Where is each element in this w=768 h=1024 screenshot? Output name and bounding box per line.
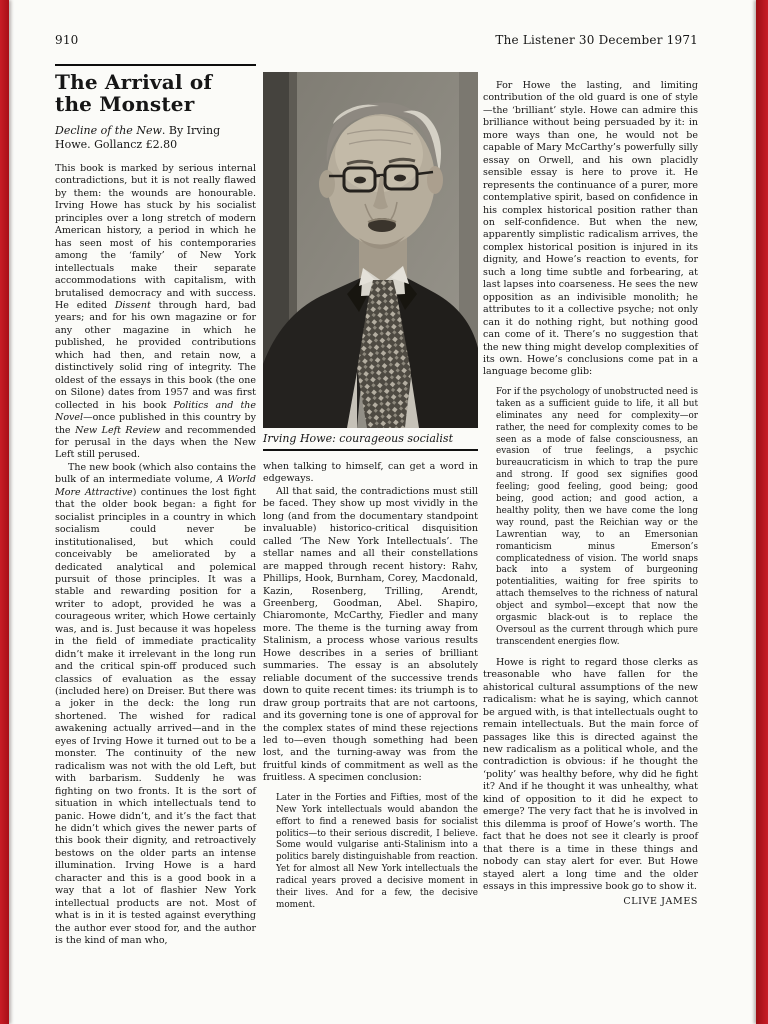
- article-title-line2: the Monster: [55, 92, 195, 116]
- column-2-text: [263, 461, 478, 912]
- paragraph: All that said, the contradictions must still be faced. They show up most vividly in the long (and from the documentary standpoint invaluable) historico-critical disquisition called ‘The New York Intellectuals’. The stellar names and all their constellations are mapped through recent history: Rahv, Phillips, Hook, Burnham, Corey, Macdonald, Kazin, Rosenberg, Trilling, Arendt, Greenberg, Goodman, Abel. Shapiro, Chiaromonte, McCarthy, Fiedler and many more. The theme is the turning away from Stalinism, a process whose various results Howe describes in a series of brilliant summaries. The essay is an absolutely reliable document of the successive trends down to quite recent times: its triumph is to draw group portraits that are not cartoons, and its governing tone is one of approval for the complex states of mind these rejections led to—even though something had been lost, and the turning-away was from the fruitful kinds of commitment as well as the fruitless. A specimen conclusion:: [263, 485, 478, 784]
- paragraph: The new book (which also contains the bulk of an intermediate volume, A World More Attractive) continues the lost fight that the older book began: a fight for socialist principles in a country in which socialism could never be institutionalised, but which could conceivably be ameliorated by a dedicated analytical and polemical pursuit of those principles. It was a stable and rewarding position for a writer to adopt, provided he was a courageous writer, which Howe certainly was, and is. Just because it was hopeless in the field of immediate practicality didn’t make it irrelevant in the long run and the critical spin-off produced such classics of evaluation as the essay (included here) on Dreiser. But there was a joker in the deck: the long run shortened. The wished for radical awakening actually arrived—and in the eyes of Irving Howe it turned out to be a monster. The continuity of the new radicalism was not with the old Left, but with barbarism. Suddenly he was fighting on two fronts. It is the sort of situation in which intellectuals tend to panic. Howe didn’t, and it’s the fact that he didn’t which gives the newer parts of this book their dignity, and retroactively bestows on the older parts an intense illumination. Irving Howe is a hard character and this is a good book in a way that a lot of flashier New York intellectual products are not. Most of what is in it is tested against everything the author ever stood for, and the author is the kind of man who,: [55, 461, 256, 947]
- page-number: 910: [55, 33, 79, 47]
- scan-edge-right: [756, 0, 768, 1024]
- title-rule: [55, 64, 256, 66]
- column-1: [55, 64, 256, 948]
- book-reference: Decline of the New. By Irving Howe. Gollancz £2.80: [55, 124, 221, 151]
- caption-rule: [263, 449, 478, 451]
- column-3: [483, 80, 698, 909]
- byline: CLIVE JAMES: [623, 896, 698, 908]
- article-title: [55, 71, 256, 115]
- paragraph: Howe is right to regard those clerks as treasonable who have fallen for the ahistorical cultural assumptions of the new radicalism: what he is saying, which cannot be argued with, is that intellectuals ought to remain intellectuals. But the main force of passages like this is directed against the new radicalism as a political whole, and the contradiction is obvious: if he thought the ‘polity’ was healthy before, why did he fight it? And if he thought it was unhealthy, what kind of opposition to it did he expect to emerge? The very fact that he is involved in this dilemma is proof of Howe’s worth. The fact that he does not see it clearly is proof that there is a time in these things and nobody can stay alert for ever. But Howe stayed alert a long time and the older essays in this impressive book go to show it.: [483, 656, 698, 892]
- article-title-line1: The Arrival of: [55, 70, 213, 94]
- paragraph: when talking to himself, can get a word in edgeways.: [263, 461, 478, 485]
- photo-caption: Irving Howe: courageous socialist: [263, 432, 453, 445]
- column-3-text: [483, 80, 698, 893]
- masthead: The Listener 30 December 1971: [495, 33, 698, 47]
- paragraph: This book is marked by serious internal contradictions, but it is not really flawed by them: the wounds are honourable. Irving Howe has stuck by his socialist principles over a long stretch of modern American history, a period in which he has seen most of his contemporaries among the ‘family’ of New York intellectuals make their separate accommodations with capitalism, with brutalised democracy and with success. He edited Dissent through hard, bad years; and for his own magazine or for any other magazine in which he published, he provided contributions which had then, and retain now, a distinctively solid ring of integrity. The oldest of the essays in this book (the one on Silone) dates from 1957 and was first collected in his book Politics and the Novel—once published in this country by the New Left Review and recommended for perusal in the days when the New Left still perused.: [55, 163, 257, 461]
- scan-edge-left: [0, 0, 9, 1024]
- column-1-text: [55, 163, 256, 948]
- irving-howe-photo: [263, 72, 478, 428]
- paragraph: For Howe the lasting, and limiting contribution of the old guard is one of style —the ‘brilliant’ style. Howe can admire this brilliance without being persuaded by it: in more ways than one, he would not be capable of Mary McCarthy’s powerfully silly essay on Orwell, and his own placidly sensible essay is here to prove it. He represents the continuance of a purer, more contemplative spirit, based on confidence in his complex historical position rather than on self-confidence. But when the new, apparently simplistic radicalism arrives, the complex historical position is injured in its dignity, and Howe’s reaction to events, for such a long time subtle and forbearing, at last lapses into coarseness. He sees the new opposition as an indivisible monolith; he attributes to it a collective psyche; not only can it do nothing right, but nothing good can come of it. There’s no suggestion that the new thing might develop complexities of its own. Howe’s conclusions come pat in a language become glib:: [483, 80, 698, 378]
- block-quote: For if the psychology of unobstructed need is taken as a sufficient guide to life, it all but eliminates any need for complexity—or rather, the need for complexity comes to be seen as a mode of false consciousness, an evasion of true feelings, a psychic bureaucraticism in which to trap the pure and strong. If good sex signifies good feeling; good feeling, good being; good being, good action; and good action, a healthy polity, then we have come the long way round, past the Reichian way or the Lawrentian way, to an Emersonian romanticism minus Emerson’s complicatedness of vision. The world snaps back into a system of burgeoning potentialities, waiting for free spirits to attach themselves to the richness of natural object and symbol—except that now the orgasmic black-out is to replace the Oversoul as the current through which pure transcendent energies flow.: [496, 386, 698, 647]
- column-2: [263, 72, 478, 920]
- irving-howe-portrait: [263, 72, 478, 428]
- block-quote: Later in the Forties and Fifties, most of the New York intellectuals would abandon the effort to find a renewed basis for socialist politics—to their serious discredit, I believe. Some would vulgarise anti-Stalinism into a politics barely distinguishable from reaction. Yet for almost all New York intellectuals the radical years proved a decisive moment in their lives. And for a few, the decisive moment.: [276, 792, 478, 910]
